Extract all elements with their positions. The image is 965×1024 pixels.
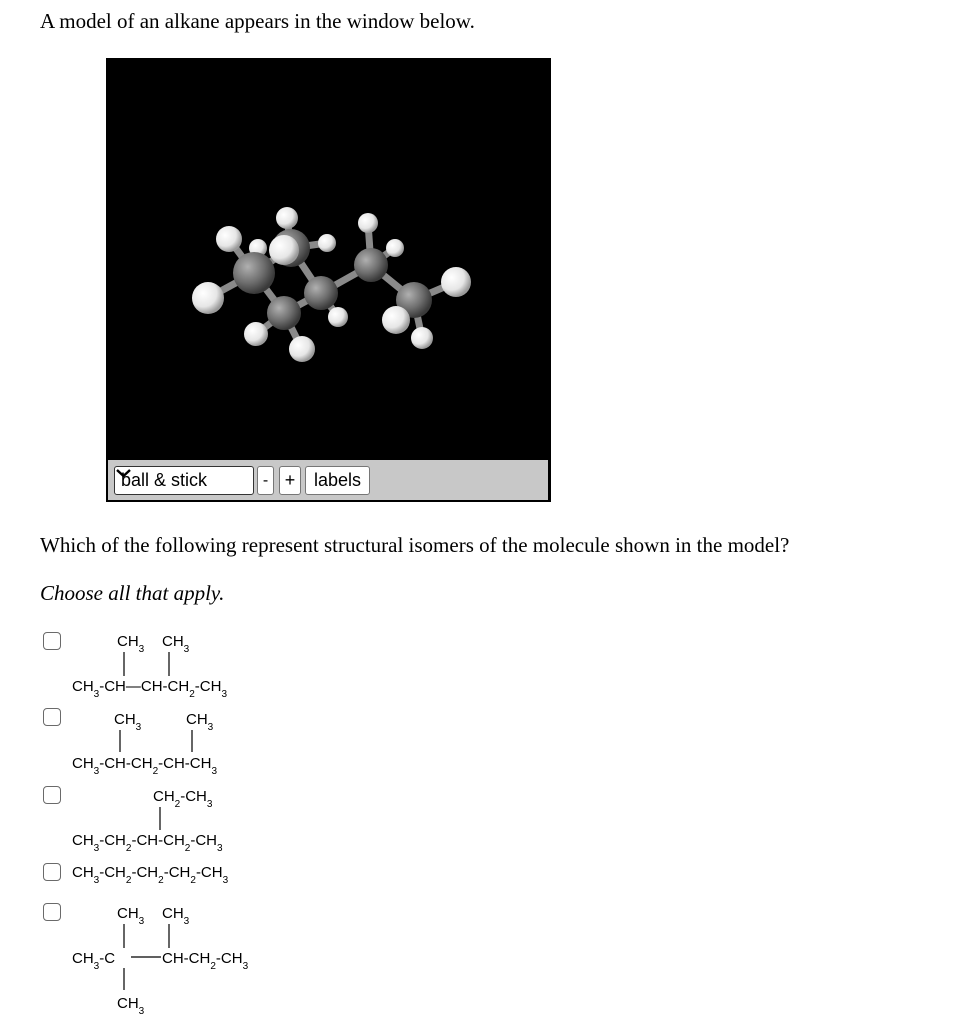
svg-text:CH-CH2-CH3: $CH-CH_2-CH_3$ <box>162 950 249 972</box>
svg-text:CH3: $CH_3$ <box>162 633 190 655</box>
question-text: Which of the following represent structural isomers of the molecule shown in the model? <box>40 533 790 557</box>
svg-text:CH3-CH2-CH2-CH2-CH3: $CH_3-CH_2-CH_2-CH_2-CH_3$ <box>72 864 229 886</box>
instruction-text: Choose all that apply. <box>40 581 225 605</box>
svg-text:CH3-CH-CH2-CH-CH3: $CH_3-CH-CH_2-CH-CH_3$ <box>72 755 218 777</box>
svg-text:CH3: $CH_3$ <box>162 905 190 927</box>
svg-text:CH3: $CH_3$ <box>117 905 145 927</box>
svg-text:CH3: $CH_3$ <box>186 711 214 733</box>
svg-text:CH2-CH3: $CH_2-CH_3$ <box>153 788 213 810</box>
zoom-in-button[interactable]: + <box>279 466 301 495</box>
labels-button[interactable]: labels <box>305 466 370 495</box>
svg-text:CH3-C: $CH_3-C$ <box>72 950 116 972</box>
display-style-value: ball & stick <box>121 470 208 490</box>
svg-text:CH3: $CH_3$ <box>117 995 145 1017</box>
svg-text:CH3-CH—CH-CH2-CH3: $CH_3-CH—CH-CH_2-CH_3$ <box>72 678 228 700</box>
svg-text:CH3: $CH_3$ <box>117 633 145 655</box>
svg-text:CH3: $CH_3$ <box>114 711 142 733</box>
svg-text:CH3-CH2-CH-CH2-CH3: $CH_3-CH_2-CH-CH_2-CH_3$ <box>72 832 223 854</box>
intro-text: A model of an alkane appears in the window below. <box>40 9 475 33</box>
zoom-out-button[interactable]: - <box>257 466 274 495</box>
